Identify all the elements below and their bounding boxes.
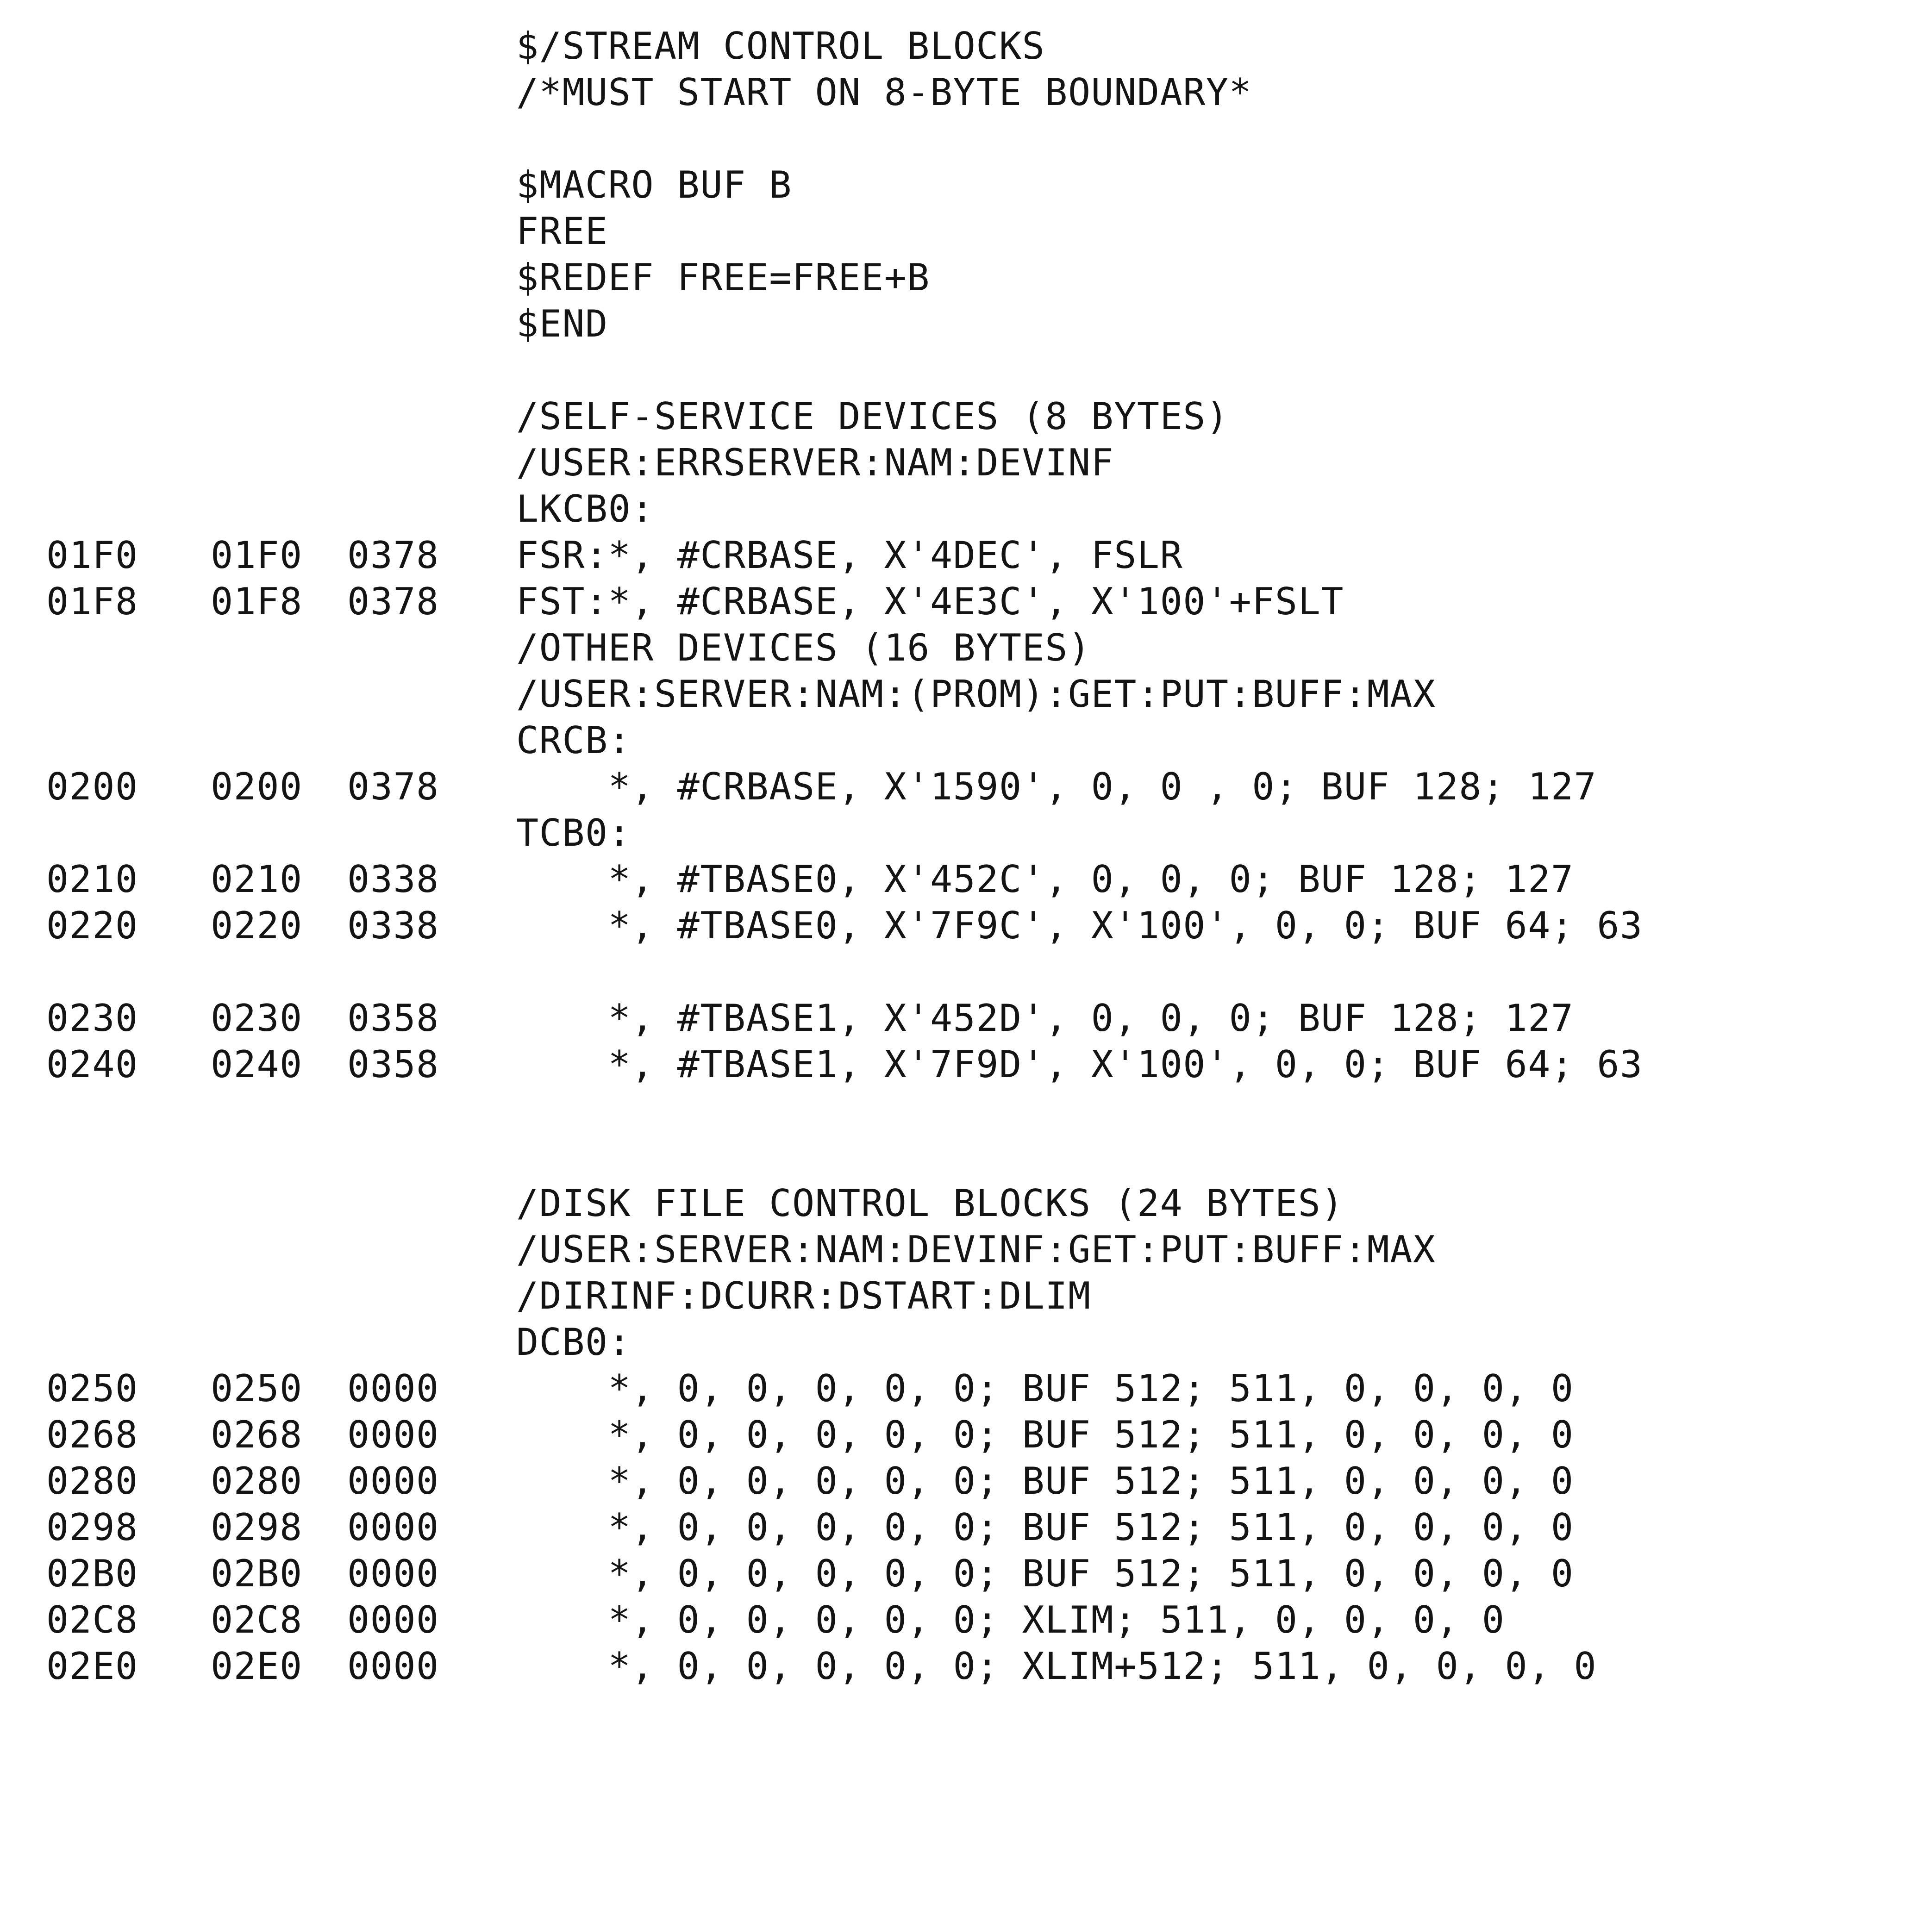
comment-line [0, 1180, 1932, 1227]
object-code: 0000 [347, 1459, 439, 1503]
block-label: CRCB: [516, 719, 631, 762]
address: 0268 [211, 1413, 303, 1456]
macro-line [0, 162, 1932, 208]
location-counter: 0280 [46, 1459, 138, 1503]
address: 0250 [211, 1367, 303, 1410]
source-statement: *, 0, 0, 0, 0, 0; BUF 512; 511, 0, 0, 0, 0 [516, 1367, 1574, 1410]
address: 02B0 [211, 1552, 303, 1595]
source-statement: *, #TBASE1, X'452D', 0, 0, 0; BUF 128; 127 [516, 997, 1574, 1040]
blank-line [0, 949, 1932, 995]
address: 0240 [211, 1043, 303, 1086]
blank-line [0, 1134, 1932, 1180]
macro-line [0, 208, 1932, 255]
object-code: 0000 [347, 1413, 439, 1456]
address: 0230 [211, 997, 303, 1040]
location-counter: 0210 [46, 858, 138, 901]
address: 01F0 [211, 534, 303, 577]
source-statement: *, 0, 0, 0, 0, 0; BUF 512; 511, 0, 0, 0, 0 [516, 1506, 1574, 1549]
block-label: LKCB0: [516, 487, 654, 530]
location-counter: 01F0 [46, 534, 138, 577]
listing-title: $/STREAM CONTROL BLOCKS [516, 25, 1045, 68]
code-line [0, 1366, 1932, 1412]
code-line [0, 532, 1932, 579]
location-counter: 02B0 [46, 1552, 138, 1595]
address: 0200 [211, 765, 303, 808]
source-statement: *, 0, 0, 0, 0, 0; BUF 512; 511, 0, 0, 0, 0 [516, 1459, 1574, 1503]
source-statement: *, 0, 0, 0, 0, 0; BUF 512; 511, 0, 0, 0, 0 [516, 1552, 1574, 1595]
field-comment: /USER:ERRSERVER:NAM:DEVINF [516, 441, 1114, 484]
blank-line [0, 116, 1932, 162]
source-statement: FST:*, #CRBASE, X'4E3C', X'100'+FSLT [516, 580, 1344, 623]
field-comment: /USER:SERVER:NAM:DEVINF:GET:PUT:BUFF:MAX [516, 1228, 1436, 1271]
object-code: 0358 [347, 1043, 439, 1086]
code-line [0, 579, 1932, 625]
code-line [0, 1551, 1932, 1597]
object-code: 0000 [347, 1552, 439, 1595]
boundary-note-line [0, 69, 1932, 116]
section-comment: /OTHER DEVICES (16 BYTES) [516, 626, 1091, 669]
code-line [0, 995, 1932, 1042]
object-code: 0338 [347, 904, 439, 947]
address: 02E0 [211, 1645, 303, 1688]
object-code: 0378 [347, 765, 439, 808]
macro-source: $REDEF FREE=FREE+B [516, 256, 930, 299]
boundary-note: /*MUST START ON 8-BYTE BOUNDARY* [516, 71, 1252, 114]
label-line [0, 717, 1932, 764]
location-counter: 0230 [46, 997, 138, 1040]
source-statement: *, 0, 0, 0, 0, 0; XLIM; 511, 0, 0, 0, 0 [516, 1598, 1505, 1641]
listing-title-line [0, 23, 1932, 69]
blank-line [0, 1088, 1932, 1134]
location-counter: 0268 [46, 1413, 138, 1456]
object-code: 0378 [347, 580, 439, 623]
comment-line [0, 671, 1932, 717]
code-line [0, 1042, 1932, 1088]
location-counter: 0220 [46, 904, 138, 947]
code-line [0, 856, 1932, 903]
macro-source: $MACRO BUF B [516, 163, 792, 206]
address: 0280 [211, 1459, 303, 1503]
object-code: 0000 [347, 1598, 439, 1641]
object-code: 0378 [347, 534, 439, 577]
field-comment: /USER:SERVER:NAM:(PROM):GET:PUT:BUFF:MAX [516, 673, 1436, 716]
source-statement: *, 0, 0, 0, 0, 0; XLIM+512; 511, 0, 0, 0, 0 [516, 1645, 1597, 1688]
comment-line [0, 393, 1932, 440]
location-counter: 02E0 [46, 1645, 138, 1688]
comment-line [0, 625, 1932, 671]
code-line [0, 1504, 1932, 1551]
code-line [0, 1412, 1932, 1458]
location-counter: 0250 [46, 1367, 138, 1410]
source-statement: *, #TBASE1, X'7F9D', X'100', 0, 0; BUF 64; 63 [516, 1043, 1643, 1086]
block-label: TCB0: [516, 811, 631, 854]
source-statement: FSR:*, #CRBASE, X'4DEC', FSLR [516, 534, 1183, 577]
location-counter: 0200 [46, 765, 138, 808]
source-statement: *, #TBASE0, X'7F9C', X'100', 0, 0; BUF 64; 63 [516, 904, 1643, 947]
macro-line [0, 255, 1932, 301]
address: 0210 [211, 858, 303, 901]
code-line [0, 1643, 1932, 1690]
location-counter: 0240 [46, 1043, 138, 1086]
section-comment: /DISK FILE CONTROL BLOCKS (24 BYTES) [516, 1182, 1344, 1225]
object-code: 0000 [347, 1367, 439, 1410]
comment-line [0, 440, 1932, 486]
blank-line [0, 347, 1932, 393]
comment-line [0, 1273, 1932, 1319]
field-comment: /DIRINF:DCURR:DSTART:DLIM [516, 1274, 1091, 1317]
location-counter: 02C8 [46, 1598, 138, 1641]
address: 01F8 [211, 580, 303, 623]
label-line [0, 810, 1932, 856]
object-code: 0000 [347, 1506, 439, 1549]
source-statement: *, 0, 0, 0, 0, 0; BUF 512; 511, 0, 0, 0, 0 [516, 1413, 1574, 1456]
address: 02C8 [211, 1598, 303, 1641]
label-line [0, 486, 1932, 532]
location-counter: 0298 [46, 1506, 138, 1549]
macro-line [0, 301, 1932, 347]
code-line [0, 764, 1932, 810]
object-code: 0358 [347, 997, 439, 1040]
source-statement: *, #TBASE0, X'452C', 0, 0, 0; BUF 128; 127 [516, 858, 1574, 901]
section-comment: /SELF-SERVICE DEVICES (8 BYTES) [516, 395, 1229, 438]
assembly-listing [0, 23, 1932, 1690]
label-line [0, 1319, 1932, 1366]
source-statement: *, #CRBASE, X'1590', 0, 0 , 0; BUF 128; 127 [516, 765, 1597, 808]
macro-source: $END [516, 302, 608, 345]
code-line [0, 1597, 1932, 1643]
address: 0220 [211, 904, 303, 947]
code-line [0, 1458, 1932, 1504]
macro-source: FREE [516, 210, 608, 253]
object-code: 0000 [347, 1645, 439, 1688]
location-counter: 01F8 [46, 580, 138, 623]
block-label: DCB0: [516, 1321, 631, 1364]
address: 0298 [211, 1506, 303, 1549]
comment-line [0, 1227, 1932, 1273]
code-line [0, 903, 1932, 949]
object-code: 0338 [347, 858, 439, 901]
